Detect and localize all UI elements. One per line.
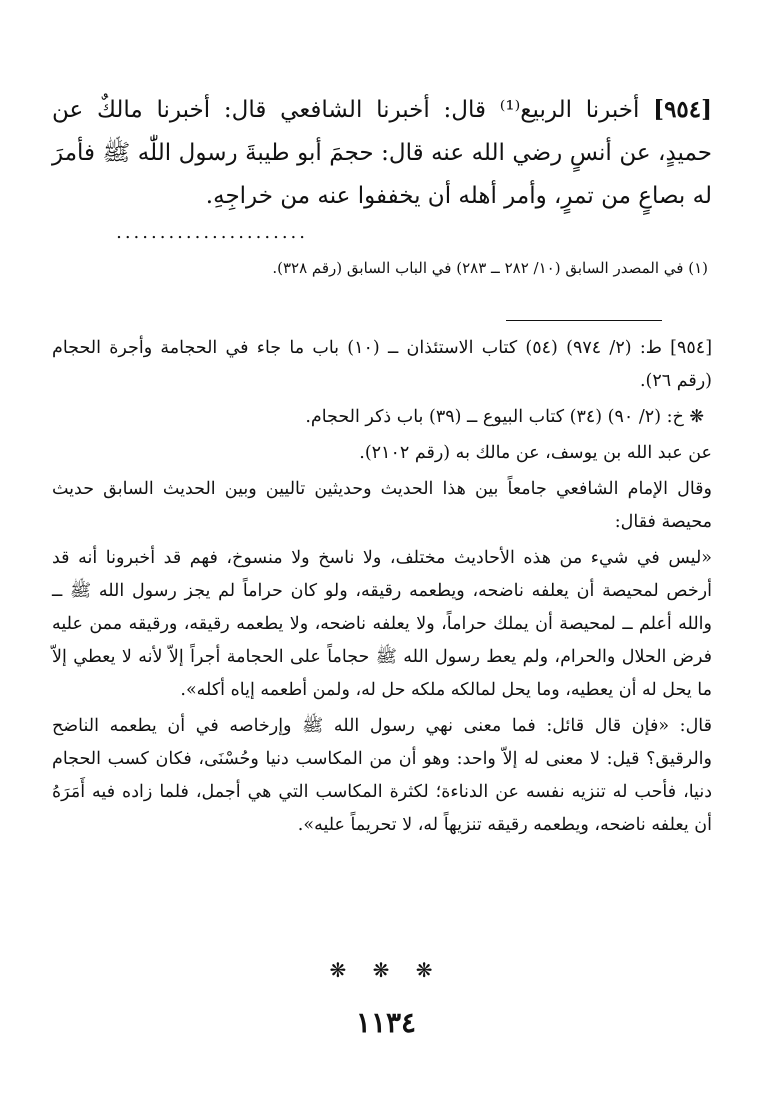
note-quote-1: «ليس في شيء من هذه الأحاديث مختلف، ولا ناسخ ولا منسوخ، فهم قد أخبرونا أنه قد أرخص لمحيصة أن يعلفه ناضحه، ويطعمه رقيقه، ولو كان حراماً لم يجز رسول الله ﷺ ــ والله أعلم ــ لمحيصة أن يملك حراماً، ولا يعلفه ناضحه، ولا يطعمه رقيقه، ورقيقه ممن عليه فرض الحلال والحرام، ولم يعط رسول الله ﷺ حجاماً على الحجامة أجراً إلاّ لأنه لا يعطي إلاّ ما يحل له أن يعطيه، وما يحل لمالكه ملكه حل له، ولمن أطعمه إياه أكله». [52, 548, 712, 700]
separator-dots: ...................... [116, 222, 308, 242]
note-source-muwatta: [٩٥٤] ط: (٢/ ٩٧٤) (٥٤) كتاب الاستئذان ــ (١٠) باب ما جاء في الحجامة وأجرة الحجام (رقم ٢٦). [52, 338, 713, 391]
hadith-body: أخبرنا الربيع⁽¹⁾ قال: أخبرنا الشافعي قال: أخبرنا مالكٌ عن حميدٍ، عن أنسٍ رضي الله عنه قال: حجمَ أبو طيبةَ رسول اللّٰه ﷺ فأمرَ له بصاعٍ من تمرٍ، وأمر أهله أن يخففوا عنه من خراجِهِ. [52, 97, 712, 209]
hadith-number: [٩٥٤] [653, 96, 713, 123]
footnote: (١) في المصدر السابق (١٠/ ٢٨٢ ــ ٢٨٣) في الباب السابق (رقم ٣٢٨). [272, 259, 708, 277]
page-number: ١١٣٤ [355, 1006, 417, 1039]
note-source-bukhari: ❋ خ: (٢/ ٩٠) (٣٤) كتاب البيوع ــ (٣٩) باب ذكر الحجام. [305, 407, 704, 427]
note-quote-2: قال: «فإن قال قائل: فما معنى نهي رسول الله ﷺ وإرخاصه في أن يطعمه الناضح والرقيق؟ قيل: لا معنى له إلاّ واحد: وهو أن من المكاسب دنيا وحُسْنَى، فكان كسب الحجام دنيا، فأحب له تنزيه نفسه عن الدناءة؛ لكثرة المكاسب التي هي أجمل، فلما زاده فيه أَمَرَهُ أن يعلفه ناضحه، ويطعمه رقيقه تنزيهاً له، لا تحريماً عليه». [52, 716, 712, 835]
note-intro: وقال الإمام الشافعي جامعاً بين هذا الحديث وحديثين تاليين وبين الحديث السابق حديث محيصة فقال: [52, 479, 712, 532]
note-chain: عن عبد الله بن يوسف، عن مالك به (رقم ٢١٠٢). [359, 443, 712, 463]
footnote-separator [108, 222, 308, 242]
section-end-stars: ❋ ❋ ❋ [329, 958, 443, 982]
hadith-text [52, 88, 712, 218]
notes-divider [506, 320, 662, 321]
commentary [52, 332, 712, 845]
